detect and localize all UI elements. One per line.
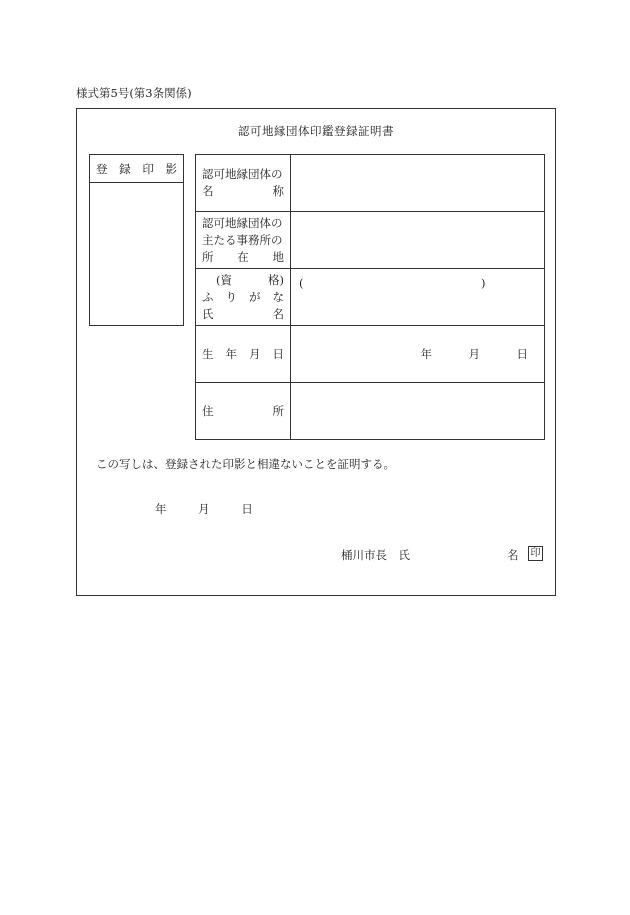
- qualification-field: [291, 269, 544, 325]
- label-text: 月: [249, 346, 261, 361]
- label-line: [202, 215, 284, 232]
- mayor-name-suffix: 名: [507, 548, 519, 562]
- mayor-title: 桶川市長 氏: [341, 548, 410, 562]
- issue-year-unit: 年: [155, 502, 167, 516]
- label-address: [196, 383, 291, 440]
- label-text: 氏: [202, 306, 214, 321]
- label-text: が: [249, 289, 261, 304]
- value-representative[interactable]: [291, 269, 545, 326]
- seal-header-char: 影: [165, 161, 177, 176]
- label-text: 所: [272, 403, 284, 418]
- registration-info-table: [195, 154, 545, 440]
- label-text: 名: [272, 306, 284, 321]
- label-text: な: [272, 289, 284, 304]
- label-group-name: [196, 155, 291, 212]
- birth-date-field: [291, 346, 544, 363]
- label-text: 称: [272, 184, 284, 198]
- issue-date: [155, 501, 281, 517]
- label-line: [202, 272, 284, 289]
- label-text: (資: [216, 272, 232, 287]
- label-line: [202, 306, 284, 323]
- label-text: 在: [237, 249, 249, 264]
- label-text: 格): [268, 272, 284, 287]
- label-text: 認可地縁団体の: [202, 215, 283, 230]
- qualification-open-paren: (: [299, 276, 304, 290]
- label-line: [202, 346, 284, 363]
- seal-header-char: 登: [96, 161, 108, 176]
- official-seal-mark: 印: [528, 546, 543, 561]
- label-text: 主たる事務所の: [202, 232, 283, 247]
- registered-seal-box: [89, 154, 184, 326]
- row-birth-date: [196, 326, 545, 383]
- registered-seal-header: [90, 155, 183, 183]
- row-address: [196, 383, 545, 440]
- birth-year-unit: 年: [420, 346, 432, 361]
- label-text: り: [225, 289, 237, 304]
- label-text: ふ: [202, 289, 214, 304]
- birth-month-unit: 月: [468, 346, 480, 361]
- label-text: 生: [202, 346, 214, 361]
- label-line: [202, 183, 284, 200]
- label-text: 所: [202, 249, 214, 264]
- row-representative: [196, 269, 545, 326]
- label-text: 日: [272, 346, 284, 361]
- label-text: 名: [202, 184, 214, 198]
- label-line: [202, 166, 284, 183]
- seal-header-char: 印: [142, 161, 154, 176]
- value-birth-date[interactable]: [291, 326, 545, 383]
- value-address[interactable]: [291, 383, 545, 440]
- qualification-close-paren: ): [481, 276, 486, 290]
- value-office-address[interactable]: [291, 212, 545, 269]
- label-text: 地: [272, 249, 284, 264]
- label-line: [202, 232, 284, 249]
- birth-day-unit: 日: [516, 346, 528, 361]
- label-text: 住: [202, 403, 214, 418]
- label-line: [202, 249, 284, 266]
- form-number: 様式第5号(第3条関係): [76, 86, 192, 100]
- value-group-name[interactable]: [291, 155, 545, 212]
- label-office-address: [196, 212, 291, 269]
- label-birth-date: [196, 326, 291, 383]
- issue-month-unit: 月: [198, 502, 210, 516]
- issue-day-unit: 日: [241, 502, 253, 516]
- certification-statement: この写しは、登録された印影と相違ないことを証明する。: [96, 457, 395, 471]
- row-group-name: [196, 155, 545, 212]
- label-representative: [196, 269, 291, 326]
- label-line: [202, 403, 284, 420]
- document-title: 認可地縁団体印鑑登録証明書: [238, 124, 394, 138]
- certificate-frame: [76, 108, 556, 596]
- seal-header-char: 録: [119, 161, 131, 176]
- label-line: [202, 289, 284, 306]
- label-text: 認可地縁団体の: [202, 167, 283, 181]
- row-office-address: [196, 212, 545, 269]
- label-text: 年: [225, 346, 237, 361]
